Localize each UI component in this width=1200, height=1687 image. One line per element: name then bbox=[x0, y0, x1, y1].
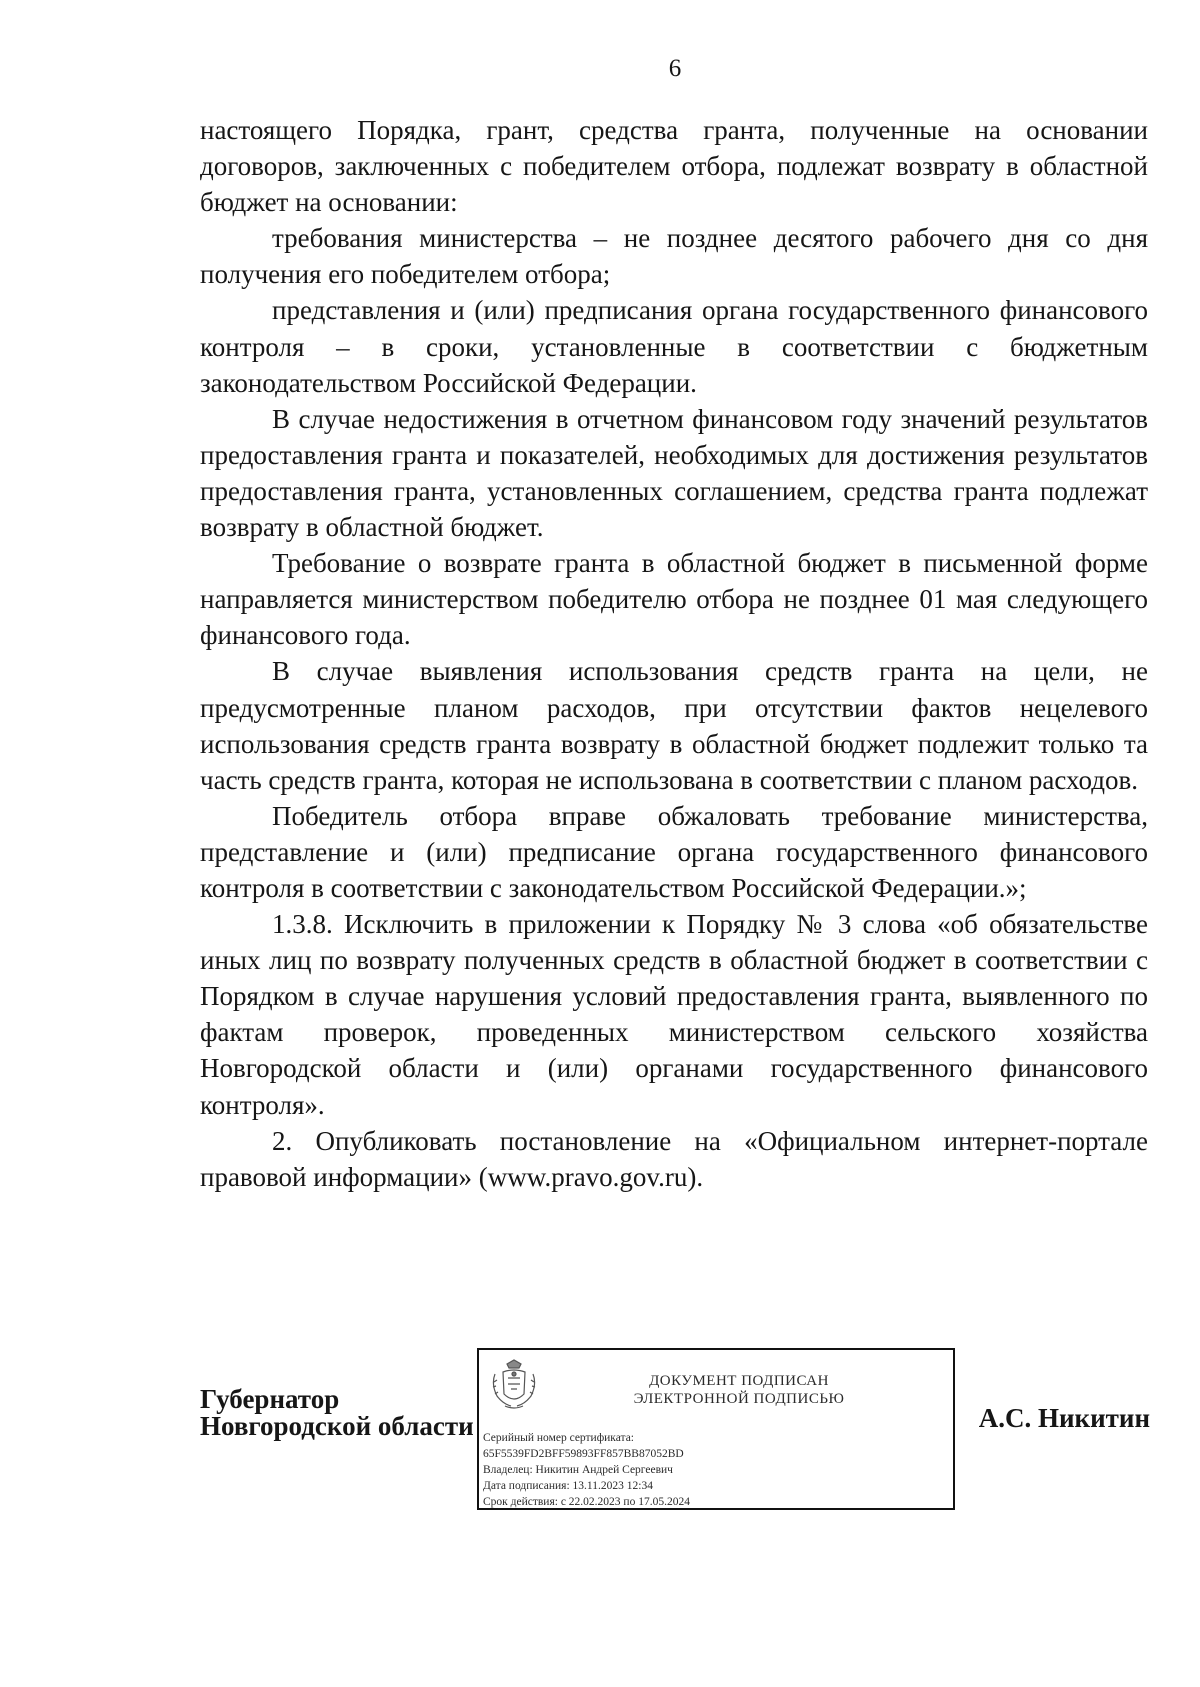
paragraph-control-order: представления и (или) предписания органа государственного финансового контроля – в сроки, установленные в соответствии с бюджетным законодательством Российской Федерации. bbox=[200, 295, 1148, 398]
paragraph-misuse: В случае выявления использования средств гранта на цели, не предусмотренные планом расходов, при отсутствии фактов нецелевого использования средств гранта возврату в областной бюджет подлежит только та часть средств гранта, которая не использована в соответствии с планом расходов. bbox=[200, 656, 1148, 795]
stamp-details bbox=[483, 1430, 690, 1510]
signature-block bbox=[200, 1348, 1160, 1508]
signer-title-line1: Губернатор bbox=[200, 1384, 340, 1414]
page-number: 6 bbox=[668, 55, 682, 82]
coat-of-arms-icon bbox=[489, 1358, 539, 1412]
stamp-heading-line1: ДОКУМЕНТ ПОДПИСАН bbox=[649, 1373, 829, 1389]
signer-name: А.С. Никитин bbox=[978, 1403, 1150, 1433]
stamp-signed-date: Дата подписания: 13.11.2023 12:34 bbox=[483, 1480, 653, 1492]
paragraph-intro: настоящего Порядка, грант, средства гранта, полученные на основании договоров, заключенных с победителем отбора, подлежат возврату в областной бюджет на основании: bbox=[200, 115, 1148, 218]
paragraph-publish: 2. Опубликовать постановление на «Официальном интернет-портале правовой информации» (www.pravo.gov.ru). bbox=[200, 1125, 1148, 1192]
signer-title-line2: Новгородской области bbox=[200, 1411, 474, 1441]
paragraph-ministry-demand: требования министерства – не позднее десятого рабочего дня со дня получения его победителем отбора; bbox=[200, 223, 1148, 290]
signer-title bbox=[200, 1386, 474, 1440]
stamp-validity: Срок действия: с 22.02.2023 по 17.05.2024 bbox=[483, 1496, 690, 1508]
stamp-owner: Владелец: Никитин Андрей Сергеевич bbox=[483, 1464, 673, 1476]
paragraph-non-achievement: В случае недостижения в отчетном финансовом году значений результатов предоставления гранта и показателей, необходимых для достижения результатов предоставления гранта, установленных соглашением, средства гранта подлежат возврату в областной бюджет. bbox=[200, 403, 1148, 543]
paragraph-appeal: Победитель отбора вправе обжаловать требование министерства, представление и (или) предписание органа государственного финансового контроля в соответствии с законодательством Российской Федерации.»; bbox=[200, 800, 1148, 903]
stamp-serial-value: 65F5539FD2BFF59893FF857BB87052BD bbox=[483, 1448, 684, 1460]
paragraph-clause-1-3-8: 1.3.8. Исключить в приложении к Порядку № 3 слова «об обязательстве иных лиц по возврату полученных средств в областной бюджет в соответствии с Порядком в случае нарушения условий предоставления гранта, выявленного по фактам проверок, проведенных министерством сельского хозяйства Новгородской области и (или) органами государственного финансового контроля». bbox=[200, 909, 1148, 1120]
document-body bbox=[200, 112, 1148, 1195]
stamp-heading bbox=[559, 1372, 919, 1408]
stamp-heading-line2: ЭЛЕКТРОННОЙ ПОДПИСЬЮ bbox=[633, 1391, 845, 1407]
electronic-signature-stamp bbox=[477, 1348, 955, 1510]
paragraph-return-demand: Требование о возврате гранта в областной бюджет в письменной форме направляется министерством победителю отбора не позднее 01 мая следующего финансового года. bbox=[200, 548, 1148, 651]
stamp-serial-label: Серийный номер сертификата: bbox=[483, 1432, 634, 1444]
